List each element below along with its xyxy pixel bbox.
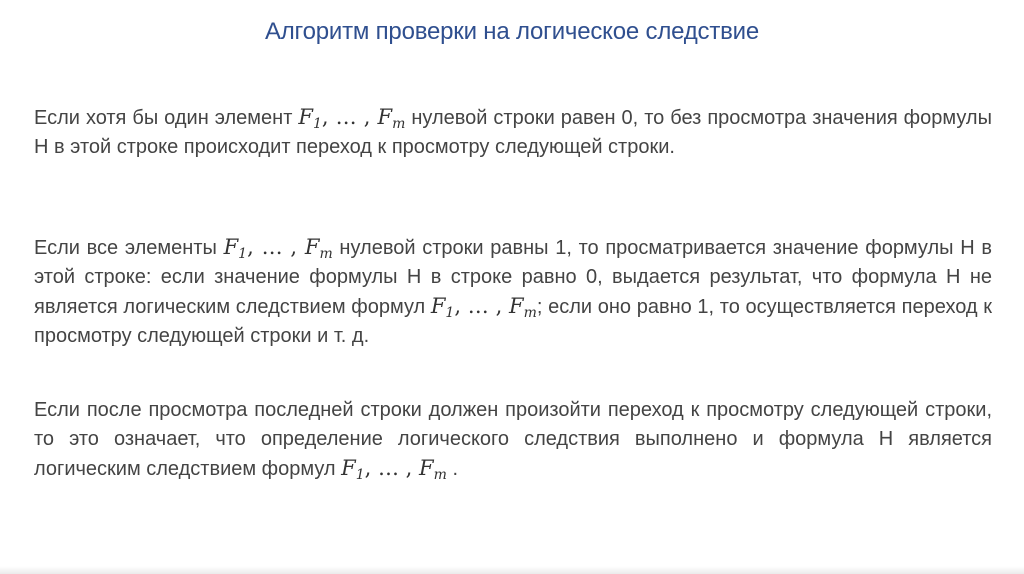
formula-separator: , … , xyxy=(454,294,510,318)
formula-index: 1 xyxy=(355,467,365,483)
formula-f1-fm xyxy=(430,294,537,321)
formula-symbol: F xyxy=(341,456,356,480)
formula-index: 1 xyxy=(445,305,455,321)
formula-index: 1 xyxy=(312,116,322,132)
paragraph-3-text-end: . xyxy=(446,458,459,480)
paragraph-1 xyxy=(34,103,992,162)
formula-f1-fm xyxy=(298,105,406,132)
formula-index: m xyxy=(319,246,333,262)
paragraph-2-text-start: Если все элементы xyxy=(34,237,224,259)
formula-separator: , … , xyxy=(321,105,378,129)
formula-separator: , … , xyxy=(247,235,305,259)
formula-f1-fm xyxy=(223,235,333,262)
formula-index: 1 xyxy=(238,246,248,262)
formula-index: m xyxy=(392,116,406,132)
formula-symbol: F xyxy=(509,294,524,318)
formula-symbol: F xyxy=(298,105,313,129)
formula-symbol: F xyxy=(419,456,434,480)
paragraph-2-text-middle: нулевой строки равны 1, то просматривается значение формулы H в этой строке: если значение формулы H в строке равно 0, выдается результат, что формула H не является логическим следствием формул xyxy=(34,237,992,318)
formula-index: m xyxy=(433,467,447,483)
slide-title: Алгоритм проверки на логическое следствие xyxy=(264,18,760,45)
paragraph-2-text-end: ; если оно равно 1, то осуществляется переход к просмотру следующей строки и т. д. xyxy=(34,296,992,347)
paragraph-3 xyxy=(34,396,992,484)
paragraph-1-text-start: Если хотя бы один элемент xyxy=(34,107,299,129)
formula-symbol: F xyxy=(223,235,239,259)
paragraph-3-text-start: Если после просмотра последней строки должен произойти переход к просмотру следующей строки, то это означает, что определение логического следствия выполнено и формула H является логическим следствием формул xyxy=(34,399,992,480)
formula-symbol: F xyxy=(430,294,446,318)
slide-bottom-shadow xyxy=(0,566,1024,574)
formula-index: m xyxy=(523,305,537,321)
paragraph-2 xyxy=(34,233,992,351)
formula-f1-fm xyxy=(341,456,447,483)
formula-symbol: F xyxy=(377,105,393,129)
formula-separator: , … , xyxy=(364,456,420,480)
paragraph-1-text-end: нулевой строки равен 0, то без просмотра значения формулы H в этой строке происходит переход к просмотру следующей строки. xyxy=(34,107,992,158)
formula-symbol: F xyxy=(304,235,320,259)
